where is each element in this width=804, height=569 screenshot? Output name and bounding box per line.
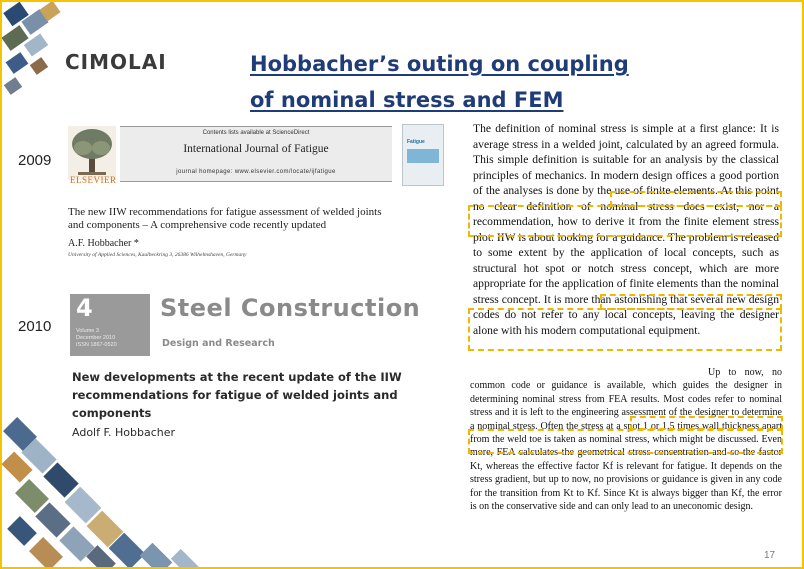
elsevier-tree-icon (68, 126, 116, 180)
cover-title: Fatigue (407, 139, 425, 145)
logo-text: CIMOLAI (65, 50, 167, 74)
year-2010-label: 2010 (18, 318, 52, 335)
title-line-1: Hobbacher’s outing on coupling (250, 52, 629, 76)
journal-name-2010: Steel Construction (160, 294, 421, 322)
journal-banner (120, 126, 392, 182)
journal-cover-thumbnail (402, 124, 444, 186)
issue-number: 4 (76, 294, 93, 322)
excerpt-2009: The definition of nominal stress is simple at a first glance: It is average stress in a welded joint, calculated by an agreed formula. This simple definition is suitable for an analysis by the classical principles of mechanics. In modern design offices a good portion of the analyses is done by the use of finite elements. At this point no clear definition of nominal stress does exist, nor a recommendation, how to derive it from the finite element stress plot. IIW is about looking for a guidance. The problem is released to some extent by the application of local concepts, such as structural hot spot or notch stress concept, which are more appropriate for the application of finite elements than the nominal stress concept. It is more than astonishing that several new design codes do not refer to any local concepts, leaving the designer alone with his modern computational equipment. (473, 122, 779, 337)
paper-author-2009: A.F. Hobbacher * (68, 238, 139, 249)
page-number: 17 (764, 550, 776, 561)
cimolai-logo (65, 50, 175, 80)
highlight-box-4 (468, 308, 782, 351)
excerpt-2010-text: Up to now, no common code or guidance is available, which guides the designer in determining nominal stress from FEA results. Most codes refer to nominal stress and it is left to the engineering assessment of the designer to determine a nominal stress. Often the stress at a spot 1 or 1.5 times wall thickness apart from the weld toe is taken as nominal stress, which might be discussed. Even more, FEA calculates the geometrical stress concentration and so the factor Kt, whereas the effective factor Kf is relevant for fatigue. It depends on the stress gradient, but up to now, no provisions or guidance is given in any code for the transition from Kt to Kf. Since Kt is always bigger than Kf, the error is on the conservative side and can only lead to an uneconomic design. (470, 367, 782, 513)
paper-author-2010: Adolf F. Hobbacher (72, 426, 176, 439)
highlight-box-5 (630, 416, 783, 430)
journal-subtitle-2010: Design and Research (162, 338, 275, 349)
cover-band (407, 149, 439, 163)
slide-title (250, 46, 629, 118)
journal-name-2009: International Journal of Fatigue (183, 143, 329, 155)
paper-title-2009: The new IIW recommendations for fatigue assessment of welded joints and components – A comprehensive code recently updated (68, 206, 382, 231)
issue-info: Volume 3 December 2010 ISSN 1867-0520 (76, 328, 117, 348)
journal-homepage: journal homepage: www.elsevier.com/locate/ijfatigue (176, 169, 336, 175)
issue-badge (70, 294, 150, 356)
contents-note: Contents lists available at ScienceDirect (202, 130, 310, 136)
highlight-box-6 (468, 429, 783, 454)
highlight-box-2 (468, 205, 782, 237)
corner-photo-strip-top (2, 2, 64, 112)
publisher-label: ELSEVIER (70, 175, 117, 185)
paper-title-2010: New developments at the recent update of the IIW recommendations for fatigue of welded joints and components (72, 370, 402, 420)
year-2009-label: 2009 (18, 152, 52, 169)
paper-affiliation-2009: University of Applied Sciences, Kaulbeckring 3, 26386 Wilhelmshaven, Germany (68, 252, 247, 258)
journal-header-2009 (68, 124, 446, 188)
title-line-2: of nominal stress and FEM (250, 88, 564, 112)
